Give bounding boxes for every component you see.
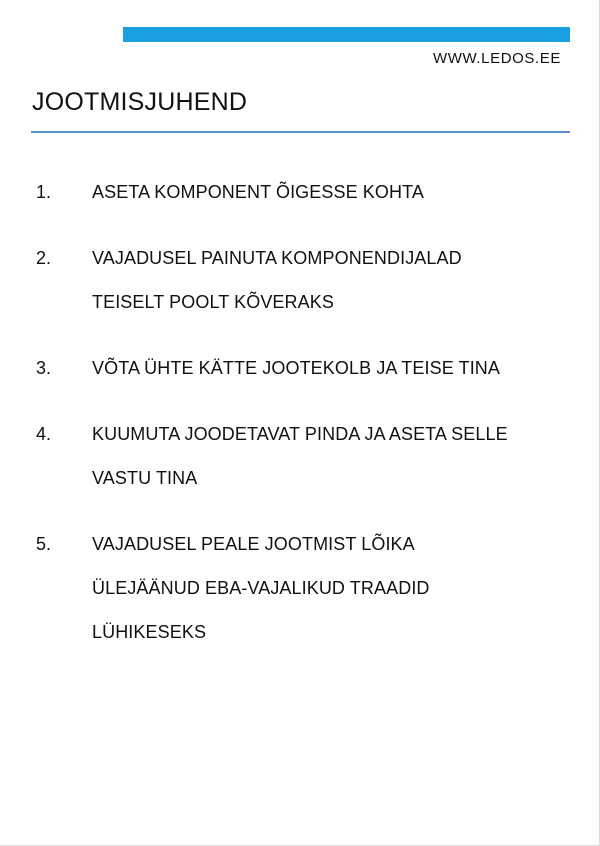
step-number: 3. <box>36 358 52 378</box>
instruction-step <box>36 346 556 390</box>
step-number: 5. <box>36 534 52 554</box>
instruction-step <box>36 236 556 324</box>
page-title: JOOTMISJUHEND <box>32 88 248 116</box>
instruction-step <box>36 170 556 214</box>
step-text <box>92 170 556 214</box>
website-address: WWW.LEDOS.EE <box>432 50 561 67</box>
step-line: VÕTA ÜHTE KÄTTE JOOTEKOLB JA TEISE TINA <box>92 358 500 378</box>
step-line: VAJADUSEL PAINUTA KOMPONENDIJALAD <box>92 248 462 268</box>
instruction-step <box>36 522 556 654</box>
instruction-list <box>36 170 556 676</box>
step-number: 2. <box>36 248 52 268</box>
step-line: TEISELT POOLT KÕVERAKS <box>92 292 334 312</box>
step-number: 4. <box>36 424 52 444</box>
step-text <box>92 412 556 500</box>
step-text <box>92 346 556 390</box>
step-text <box>92 522 556 654</box>
step-line: VASTU TINA <box>92 468 198 488</box>
step-line: LÜHIKESEKS <box>92 622 207 642</box>
step-text <box>92 236 556 324</box>
step-line: ASETA KOMPONENT ÕIGESSE KOHTA <box>92 182 424 202</box>
header-accent-bar <box>123 27 570 42</box>
step-line: ÜLEJÄÄNUD EBA-VAJALIKUD TRAADID <box>92 578 430 598</box>
instruction-step <box>36 412 556 500</box>
step-number: 1. <box>36 182 52 202</box>
step-line: KUUMUTA JOODETAVAT PINDA JA ASETA SELLE <box>92 424 508 444</box>
step-line: VAJADUSEL PEALE JOOTMIST LÕIKA <box>92 534 415 554</box>
title-underline <box>31 131 570 133</box>
